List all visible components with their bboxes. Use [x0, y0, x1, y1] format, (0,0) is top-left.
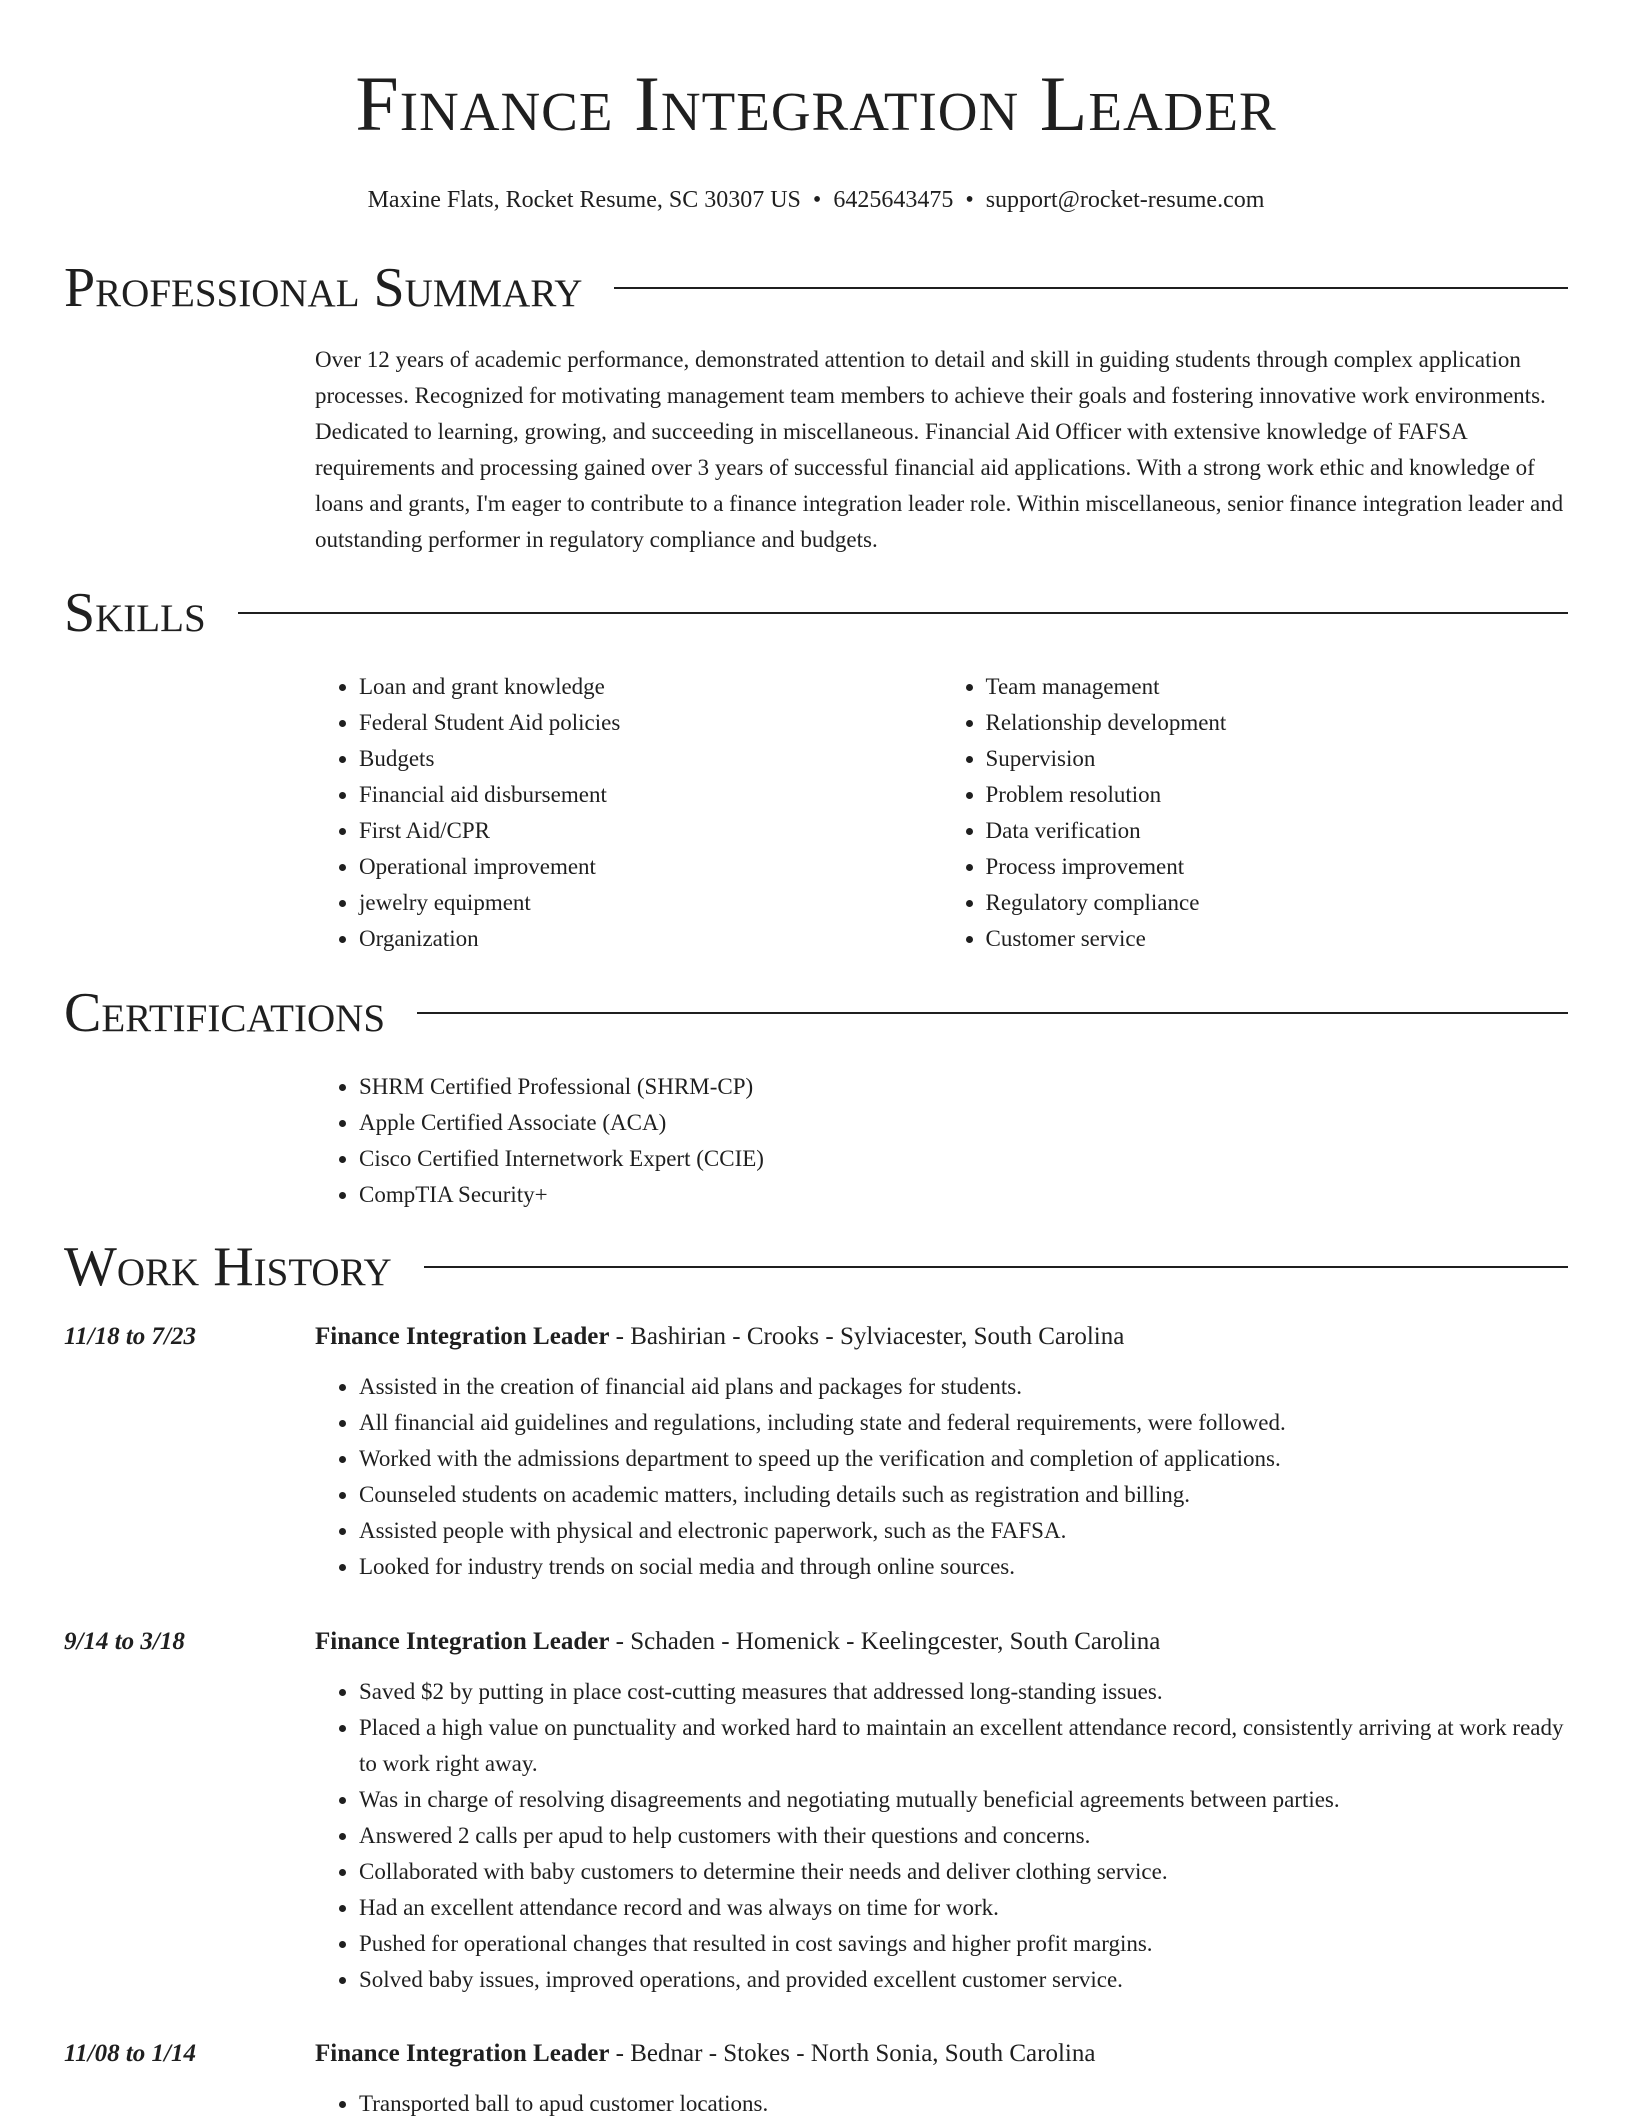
job-bullets: [315, 2086, 1568, 2122]
certifications-list: [315, 1069, 1568, 1213]
job-dates: 9/14 to 3/18: [64, 1628, 185, 1655]
skill-item: • Budgets: [359, 741, 942, 777]
skill-item: • Customer service: [986, 921, 1569, 957]
job-bullet: • Counseled students on academic matters, including details such as registration and billing.: [359, 1477, 1568, 1513]
skill-item: • Problem resolution: [986, 777, 1569, 813]
skill-item: • Organization: [359, 921, 942, 957]
skill-item: • Federal Student Aid policies: [359, 705, 942, 741]
skill-item: • Loan and grant knowledge: [359, 669, 942, 705]
job-title: Finance Integration Leader: [315, 1323, 610, 1350]
job-heading: [315, 1317, 1124, 1357]
skill-item: • Relationship development: [986, 705, 1569, 741]
section-divider: [614, 287, 1568, 289]
job-bullet: • Had an excellent attendance record and was always on time for work.: [359, 1890, 1568, 1926]
resume-page: [64, 0, 1568, 2116]
job-employer: - Schaden - Homenick - Keelingcester, South Carolina: [609, 1628, 1161, 1655]
skills-list-left: [315, 669, 942, 957]
job-header: [64, 1317, 1568, 1357]
job-dates: 11/08 to 1/14: [64, 2040, 196, 2067]
job-bullet: • Placed a high value on punctuality and worked hard to maintain an excellent attendance record, consistently arriving at work ready to work right away.: [359, 1710, 1568, 1782]
contact-email[interactable]: support@rocket-resume.com: [985, 187, 1265, 213]
work-history-section: [64, 1237, 1568, 1297]
contact-address: Maxine Flats, Rocket Resume, SC 30307 US: [367, 187, 801, 213]
skill-item: • Team management: [986, 669, 1569, 705]
job-entry: [64, 1622, 1568, 1998]
job-bullet: • Looked for industry trends on social media and through online sources.: [359, 1549, 1568, 1585]
skill-item: • jewelry equipment: [359, 885, 942, 921]
skill-item: • Supervision: [986, 741, 1569, 777]
contact-phone: 6425643475: [833, 187, 954, 213]
job-bullet: • Was in charge of resolving disagreements and negotiating mutually beneficial agreements between parties.: [359, 1782, 1568, 1818]
resume-title: Finance Integration Leader: [355, 60, 1277, 147]
job-bullets-wrap: [315, 2086, 1568, 2122]
job-entry: [64, 2034, 1568, 2122]
skill-item: • Regulatory compliance: [986, 885, 1569, 921]
skill-item: • Financial aid disbursement: [359, 777, 942, 813]
contact-separator: •: [812, 187, 822, 213]
job-bullets: [315, 1674, 1568, 1998]
job-dates: 11/18 to 7/23: [64, 1323, 196, 1350]
job-entry: [64, 1317, 1568, 1585]
contact-separator: •: [965, 187, 974, 213]
skills-grid: [315, 669, 1568, 957]
section-divider: [424, 1266, 1568, 1268]
skills-heading: Skills: [64, 582, 206, 644]
certifications-heading: Certifications: [64, 982, 386, 1044]
job-bullets: [315, 1369, 1568, 1585]
skill-item: • Data verification: [986, 813, 1569, 849]
job-bullet: • Answered 2 calls per apud to help customers with their questions and concerns.: [359, 1818, 1568, 1854]
job-employer: - Bashirian - Crooks - Sylviacester, South Carolina: [609, 1323, 1125, 1350]
work-history-header: [64, 1237, 1568, 1297]
section-divider: [238, 612, 1568, 614]
certification-item: • CompTIA Security+: [359, 1177, 1568, 1213]
skills-section: [64, 583, 1568, 957]
job-bullet: • Assisted people with physical and electronic paperwork, such as the FAFSA.: [359, 1513, 1568, 1549]
skill-item: • First Aid/CPR: [359, 813, 942, 849]
certification-item: • Cisco Certified Internetwork Expert (CCIE): [359, 1141, 1568, 1177]
job-title: Finance Integration Leader: [315, 2040, 610, 2067]
skills-header: [64, 583, 1568, 643]
work-history-heading: Work History: [64, 1236, 392, 1298]
certifications-section: [64, 983, 1568, 1213]
job-bullet: • Collaborated with baby customers to determine their needs and deliver clothing service.: [359, 1854, 1568, 1890]
job-bullet: • Assisted in the creation of financial aid plans and packages for students.: [359, 1369, 1568, 1405]
summary-header: [64, 258, 1568, 318]
skill-item: • Process improvement: [986, 849, 1569, 885]
skills-list-right: [942, 669, 1569, 957]
job-bullets-wrap: [315, 1674, 1568, 1998]
job-heading: [315, 1622, 1160, 1662]
job-header: [64, 2034, 1568, 2074]
certification-item: • SHRM Certified Professional (SHRM-CP): [359, 1069, 1568, 1105]
job-heading: [315, 2034, 1095, 2074]
job-bullets-wrap: [315, 1369, 1568, 1585]
job-bullet: • Saved $2 by putting in place cost-cutting measures that addressed long-standing issues.: [359, 1674, 1568, 1710]
job-bullet: • Solved baby issues, improved operations, and provided excellent customer service.: [359, 1962, 1568, 1998]
summary-section: [64, 258, 1568, 558]
section-divider: [417, 1012, 1568, 1014]
job-bullet: • Worked with the admissions department to speed up the verification and completion of applications.: [359, 1441, 1568, 1477]
job-header: [64, 1622, 1568, 1662]
job-title: Finance Integration Leader: [315, 1628, 610, 1655]
certifications-header: [64, 983, 1568, 1043]
certifications-list-wrap: [315, 1069, 1568, 1213]
contact-line: [64, 184, 1568, 216]
summary-paragraph: Over 12 years of academic performance, demonstrated attention to detail and skill in guiding students through complex application processes. Recognized for motivating management team members to achieve their goals and fostering innovative work environments. Dedicated to learning, growing, and succeeding in miscellaneous. Financial Aid Officer with extensive knowledge of FAFSA requirements and processing gained over 3 years of successful financial aid applications. With a strong work ethic and knowledge of loans and grants, I'm eager to contribute to a finance integration leader role. Within miscellaneous, senior finance integration leader and outstanding performer in regulatory compliance and budgets.: [315, 347, 1564, 552]
job-bullet: • Transported ball to apud customer locations.: [359, 2086, 1568, 2122]
summary-heading: Professional Summary: [64, 257, 583, 319]
skill-item: • Operational improvement: [359, 849, 942, 885]
job-bullet: • Pushed for operational changes that resulted in cost savings and higher profit margins.: [359, 1926, 1568, 1962]
job-employer: - Bednar - Stokes - North Sonia, South Carolina: [609, 2040, 1096, 2067]
job-bullet: • All financial aid guidelines and regulations, including state and federal requirements, were followed.: [359, 1405, 1568, 1441]
certification-item: • Apple Certified Associate (ACA): [359, 1105, 1568, 1141]
